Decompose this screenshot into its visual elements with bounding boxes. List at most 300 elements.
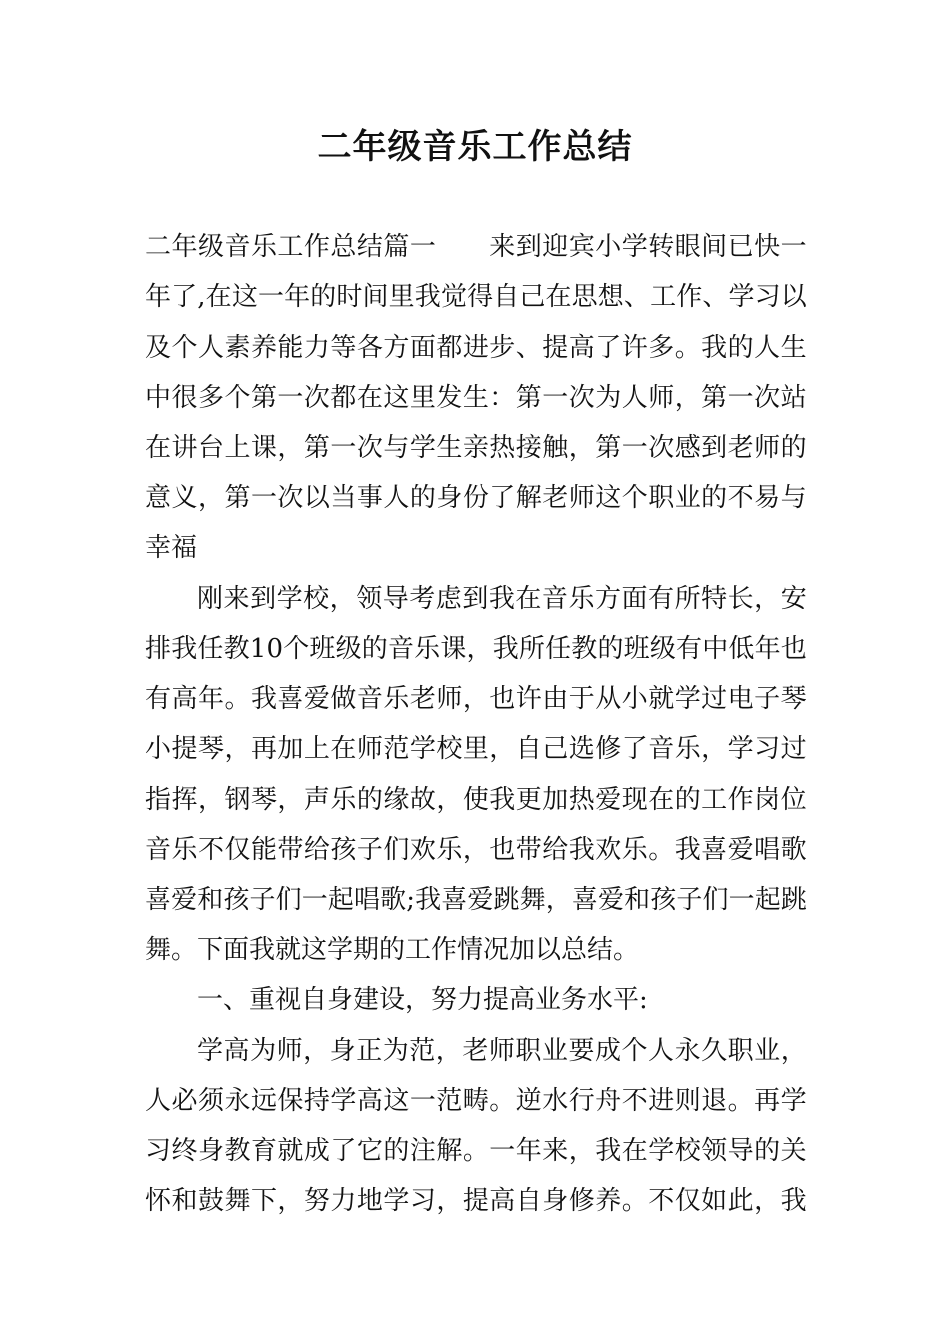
- glyph: 作: [727, 785, 754, 815]
- glyph: 自: [515, 734, 542, 764]
- glyph: 我: [674, 835, 701, 865]
- glyph: 久: [701, 1036, 728, 1066]
- glyph: 所: [518, 634, 545, 664]
- glyph: 结: [356, 232, 383, 262]
- glyph: 热: [568, 785, 595, 815]
- glyph: 到: [515, 232, 542, 262]
- glyph: 。: [621, 1186, 648, 1216]
- glyph: 个: [283, 634, 310, 664]
- glyph: 职: [648, 483, 675, 513]
- glyph: 给: [542, 835, 569, 865]
- glyph: 人: [754, 333, 781, 363]
- glyph: 。: [648, 835, 675, 865]
- glyph: 二: [145, 232, 172, 262]
- glyph: 生: [780, 333, 807, 363]
- glyph: 成: [594, 1036, 621, 1066]
- glyph: 一: [257, 282, 284, 312]
- glyph: 的: [310, 282, 337, 312]
- body-line: [145, 272, 807, 322]
- glyph: 、: [515, 333, 542, 363]
- glyph: 小: [595, 232, 622, 262]
- glyph: 地: [356, 1186, 383, 1216]
- glyph: 上: [224, 433, 251, 463]
- body-line: [145, 1126, 807, 1176]
- glyph: 的: [361, 634, 388, 664]
- glyph: 人: [145, 1086, 172, 1116]
- glyph: 时: [336, 282, 363, 312]
- glyph: ，: [436, 785, 463, 815]
- glyph: 第: [250, 383, 277, 413]
- glyph: 琴: [250, 785, 277, 815]
- glyph: 仅: [224, 835, 251, 865]
- glyph: 的: [409, 483, 436, 513]
- glyph: 由: [542, 684, 569, 714]
- glyph: 接: [515, 433, 542, 463]
- glyph: 生: [462, 383, 489, 413]
- glyph: 人: [648, 1036, 675, 1066]
- glyph: 进: [462, 333, 489, 363]
- glyph: 刚: [197, 584, 224, 614]
- glyph: 的: [754, 1136, 781, 1166]
- glyph: 第: [515, 383, 542, 413]
- glyph: 孩: [330, 835, 357, 865]
- glyph: 思: [571, 282, 598, 312]
- glyph: 班: [623, 634, 650, 664]
- glyph: 学: [197, 1036, 224, 1066]
- glyph: 发: [436, 383, 463, 413]
- glyph: 正: [356, 1036, 383, 1066]
- section-heading: 一、重视自身建设，努力提高业务水平:: [197, 985, 648, 1015]
- glyph: 一: [330, 433, 357, 463]
- glyph: ，: [489, 734, 516, 764]
- glyph: 各: [356, 333, 383, 363]
- glyph: 位: [780, 785, 807, 815]
- glyph: 喜: [701, 835, 728, 865]
- glyph: 一: [542, 383, 569, 413]
- glyph: 所: [674, 584, 701, 614]
- glyph: 以: [780, 282, 807, 312]
- glyph: 感: [674, 433, 701, 463]
- glyph: 级: [649, 634, 676, 664]
- glyph: 一: [780, 232, 807, 262]
- glyph: 唱: [754, 835, 781, 865]
- glyph: 1: [249, 634, 267, 664]
- glyph: 人: [621, 383, 648, 413]
- glyph: 于: [568, 684, 595, 714]
- glyph: 乐: [674, 734, 701, 764]
- glyph: 钢: [224, 785, 251, 815]
- glyph: 舞: [224, 1186, 251, 1216]
- glyph: 习: [754, 734, 781, 764]
- glyph: 故: [409, 785, 436, 815]
- glyph: 都: [436, 333, 463, 363]
- glyph: 下: [250, 1186, 277, 1216]
- glyph: 跳: [493, 885, 520, 915]
- glyph: 仅: [674, 1186, 701, 1216]
- glyph: 和: [624, 885, 651, 915]
- glyph: ，: [466, 634, 493, 664]
- glyph: 唱: [354, 885, 381, 915]
- glyph: 怀: [145, 1186, 172, 1216]
- glyph: ,: [197, 282, 206, 312]
- glyph: 力: [303, 333, 330, 363]
- glyph: 学: [648, 1136, 675, 1166]
- glyph: 琴: [780, 684, 807, 714]
- glyph: 习: [754, 282, 781, 312]
- body-line: [145, 373, 807, 423]
- glyph: ，: [329, 584, 356, 614]
- glyph: 第: [224, 483, 251, 513]
- glyph: 能: [250, 835, 277, 865]
- glyph: 行: [568, 1086, 595, 1116]
- glyph: 鼓: [197, 1186, 224, 1216]
- glyph: 能: [277, 333, 304, 363]
- glyph: 加: [277, 734, 304, 764]
- glyph: 也: [489, 684, 516, 714]
- glyph: 第: [701, 383, 728, 413]
- glyph: 我: [250, 684, 277, 714]
- glyph: 乐: [436, 835, 463, 865]
- glyph: 我: [489, 785, 516, 815]
- glyph: 一: [250, 483, 277, 513]
- glyph: 育: [250, 1136, 277, 1166]
- glyph: 小: [145, 734, 172, 764]
- glyph: ;: [406, 885, 416, 915]
- glyph: ，: [545, 885, 572, 915]
- glyph: 我: [171, 634, 198, 664]
- glyph: 给: [303, 835, 330, 865]
- glyph: 老: [462, 1036, 489, 1066]
- glyph: 里: [409, 383, 436, 413]
- glyph: 安: [780, 584, 807, 614]
- glyph: 电: [727, 684, 754, 714]
- glyph: 爱: [303, 684, 330, 714]
- glyph: 校: [436, 734, 463, 764]
- glyph: 这: [231, 282, 258, 312]
- glyph: 业: [541, 1036, 568, 1066]
- glyph: 0: [266, 634, 284, 664]
- body-line: [145, 624, 807, 674]
- glyph: 作: [676, 282, 703, 312]
- glyph: 舟: [595, 1086, 622, 1116]
- glyph: 等: [330, 333, 357, 363]
- glyph: 台: [197, 433, 224, 463]
- glyph: 逆: [515, 1086, 542, 1116]
- glyph: 提: [542, 333, 569, 363]
- glyph: 习: [409, 1186, 436, 1216]
- glyph: ，: [568, 433, 595, 463]
- glyph: 特: [701, 584, 728, 614]
- body-line: [145, 473, 807, 523]
- body-line: [145, 423, 807, 473]
- glyph: 亲: [462, 433, 489, 463]
- glyph: 选: [568, 734, 595, 764]
- glyph: 做: [330, 684, 357, 714]
- glyph: 我: [701, 333, 728, 363]
- glyph: 职: [515, 1036, 542, 1066]
- glyph: 在: [545, 282, 572, 312]
- glyph: 来: [223, 584, 250, 614]
- glyph: 师: [356, 734, 383, 764]
- glyph: 校: [674, 1136, 701, 1166]
- glyph: 音: [224, 232, 251, 262]
- glyph: 老: [409, 684, 436, 714]
- glyph: 步: [489, 333, 516, 363]
- glyph: 为: [595, 383, 622, 413]
- glyph: 退: [701, 1086, 728, 1116]
- glyph: 学: [330, 1086, 357, 1116]
- glyph: 也: [489, 835, 516, 865]
- glyph: 过: [701, 684, 728, 714]
- glyph: 师: [436, 684, 463, 714]
- glyph: 的: [356, 785, 383, 815]
- glyph: 成: [303, 1136, 330, 1166]
- glyph: ，: [462, 684, 489, 714]
- glyph: 乐: [330, 785, 357, 815]
- glyph: 易: [754, 483, 781, 513]
- glyph: 次: [303, 383, 330, 413]
- glyph: 己: [519, 282, 546, 312]
- body-line: [145, 875, 807, 925]
- glyph: ，: [568, 1136, 595, 1166]
- glyph: 。: [727, 1086, 754, 1116]
- glyph: 提: [171, 734, 198, 764]
- glyph: 琴: [197, 734, 224, 764]
- glyph: 个: [171, 333, 198, 363]
- glyph: ，: [674, 383, 701, 413]
- glyph: 自: [515, 1186, 542, 1216]
- glyph: 方: [594, 584, 621, 614]
- glyph: 素: [224, 333, 251, 363]
- glyph: 业: [754, 1036, 781, 1066]
- glyph: 眼: [674, 232, 701, 262]
- glyph: 就: [648, 684, 675, 714]
- glyph: 畴: [462, 1086, 489, 1116]
- glyph: 作: [303, 232, 330, 262]
- glyph: 到: [462, 584, 489, 614]
- glyph: 我: [780, 1186, 807, 1216]
- glyph: 身: [197, 1136, 224, 1166]
- glyph: 们: [275, 885, 302, 915]
- glyph: 努: [303, 1186, 330, 1216]
- glyph: 的: [674, 785, 701, 815]
- glyph: ，: [197, 483, 224, 513]
- glyph: 音: [541, 584, 568, 614]
- glyph: 们: [702, 885, 729, 915]
- glyph: 一: [409, 232, 436, 262]
- glyph: 年: [145, 282, 172, 312]
- glyph: 里: [462, 734, 489, 764]
- glyph: 第: [303, 433, 330, 463]
- glyph: 学: [383, 1186, 410, 1216]
- glyph: 了: [595, 333, 622, 363]
- glyph: 更: [515, 785, 542, 815]
- glyph: 加: [542, 785, 569, 815]
- glyph: 总: [330, 232, 357, 262]
- glyph: 来: [542, 1136, 569, 1166]
- glyph: 爱: [467, 885, 494, 915]
- glyph: 现: [621, 785, 648, 815]
- glyph: 一: [621, 433, 648, 463]
- glyph: 这: [383, 1086, 410, 1116]
- glyph: 转: [648, 232, 675, 262]
- glyph: 学: [728, 282, 755, 312]
- glyph: 和: [171, 1186, 198, 1216]
- glyph: 爱: [598, 885, 625, 915]
- glyph: 音: [387, 634, 414, 664]
- glyph: 教: [571, 634, 598, 664]
- glyph: 音: [356, 684, 383, 714]
- glyph: 乐: [414, 634, 441, 664]
- glyph: 年: [515, 1136, 542, 1166]
- glyph: 乐: [171, 835, 198, 865]
- glyph: 师: [648, 383, 675, 413]
- glyph: 习: [145, 1136, 172, 1166]
- glyph: 我: [492, 634, 519, 664]
- glyph: 要: [568, 1036, 595, 1066]
- glyph: 在: [145, 433, 172, 463]
- glyph: 高: [568, 333, 595, 363]
- glyph: [463, 222, 489, 272]
- glyph: 修: [595, 734, 622, 764]
- glyph: 教: [223, 634, 250, 664]
- glyph: 乐: [383, 684, 410, 714]
- glyph: 为: [382, 1036, 409, 1066]
- glyph: 生: [436, 433, 463, 463]
- glyph: 的: [780, 433, 807, 463]
- glyph: 我: [488, 584, 515, 614]
- glyph: 年: [197, 684, 224, 714]
- glyph: 此: [727, 1186, 754, 1216]
- glyph: 到: [250, 584, 277, 614]
- glyph: 快: [754, 232, 781, 262]
- glyph: 上: [303, 734, 330, 764]
- glyph: 任: [197, 634, 224, 664]
- glyph: 次: [356, 433, 383, 463]
- glyph: 许: [621, 333, 648, 363]
- glyph: 已: [727, 232, 754, 262]
- glyph: 在: [356, 383, 383, 413]
- glyph: 欢: [409, 835, 436, 865]
- glyph: 触: [542, 433, 569, 463]
- glyph: 高: [489, 1186, 516, 1216]
- glyph: 了: [489, 483, 516, 513]
- glyph: 喜: [571, 885, 598, 915]
- glyph: 事: [356, 483, 383, 513]
- body-line: [145, 222, 807, 272]
- glyph: 低: [728, 634, 755, 664]
- glyph: 的: [701, 483, 728, 513]
- glyph: 校: [303, 584, 330, 614]
- glyph: 在: [330, 734, 357, 764]
- glyph: 得: [467, 282, 494, 312]
- glyph: ，: [197, 785, 224, 815]
- glyph: 长: [727, 584, 754, 614]
- glyph: 师: [754, 433, 781, 463]
- glyph: 舞: [519, 885, 546, 915]
- glyph: 跳: [780, 885, 807, 915]
- glyph: 修: [568, 1186, 595, 1216]
- glyph: ，: [780, 1036, 807, 1066]
- glyph: 中: [702, 634, 729, 664]
- glyph: 力: [330, 1186, 357, 1216]
- glyph: 次: [648, 433, 675, 463]
- glyph: 带: [277, 835, 304, 865]
- glyph: 次: [568, 383, 595, 413]
- glyph: ，: [277, 785, 304, 815]
- glyph: 则: [674, 1086, 701, 1116]
- glyph: 份: [462, 483, 489, 513]
- glyph: 喜: [277, 684, 304, 714]
- glyph: 不: [648, 1186, 675, 1216]
- glyph: 篇: [383, 232, 410, 262]
- glyph: 歌: [380, 885, 407, 915]
- glyph: 子: [356, 835, 383, 865]
- glyph: 养: [250, 333, 277, 363]
- glyph: 们: [383, 835, 410, 865]
- glyph: 这: [595, 483, 622, 513]
- glyph: 身: [329, 1036, 356, 1066]
- glyph: ，: [277, 433, 304, 463]
- glyph: 为: [250, 1036, 277, 1066]
- glyph: 解: [515, 483, 542, 513]
- glyph: 年: [171, 232, 198, 262]
- glyph: 声: [303, 785, 330, 815]
- glyph: 、: [623, 282, 650, 312]
- glyph: 课: [250, 433, 277, 463]
- glyph: 学: [780, 1086, 807, 1116]
- glyph: 岗: [754, 785, 781, 815]
- glyph: 课: [440, 634, 467, 664]
- body-line: [145, 1076, 807, 1126]
- glyph: 都: [330, 383, 357, 413]
- glyph: 。: [674, 333, 701, 363]
- glyph: 也: [780, 634, 807, 664]
- glyph: 音: [648, 734, 675, 764]
- glyph: 想: [597, 282, 624, 312]
- glyph: 与: [383, 433, 410, 463]
- glyph: 学: [727, 734, 754, 764]
- glyph: 和: [197, 885, 224, 915]
- glyph: 喜: [145, 885, 172, 915]
- glyph: 爱: [171, 885, 198, 915]
- glyph: 师: [488, 1036, 515, 1066]
- glyph: 过: [780, 734, 807, 764]
- glyph: 欢: [595, 835, 622, 865]
- glyph: 一: [728, 885, 755, 915]
- glyph: 持: [303, 1086, 330, 1116]
- glyph: 间: [701, 232, 728, 262]
- glyph: 有: [145, 684, 172, 714]
- glyph: 到: [701, 433, 728, 463]
- glyph: 一: [727, 383, 754, 413]
- glyph: 子: [249, 885, 276, 915]
- glyph: 师: [568, 483, 595, 513]
- glyph: 业: [674, 483, 701, 513]
- glyph: 自: [493, 282, 520, 312]
- glyph: 提: [462, 1186, 489, 1216]
- glyph: 级: [197, 232, 224, 262]
- glyph: 不: [621, 1086, 648, 1116]
- glyph: 的: [383, 1136, 410, 1166]
- body-line: [145, 825, 807, 875]
- glyph: 乐: [250, 232, 277, 262]
- document-title: 二年级音乐工作总结: [317, 127, 633, 167]
- glyph: 我: [414, 282, 441, 312]
- glyph: 当: [330, 483, 357, 513]
- glyph: 排: [145, 634, 172, 664]
- glyph: 导: [727, 1136, 754, 1166]
